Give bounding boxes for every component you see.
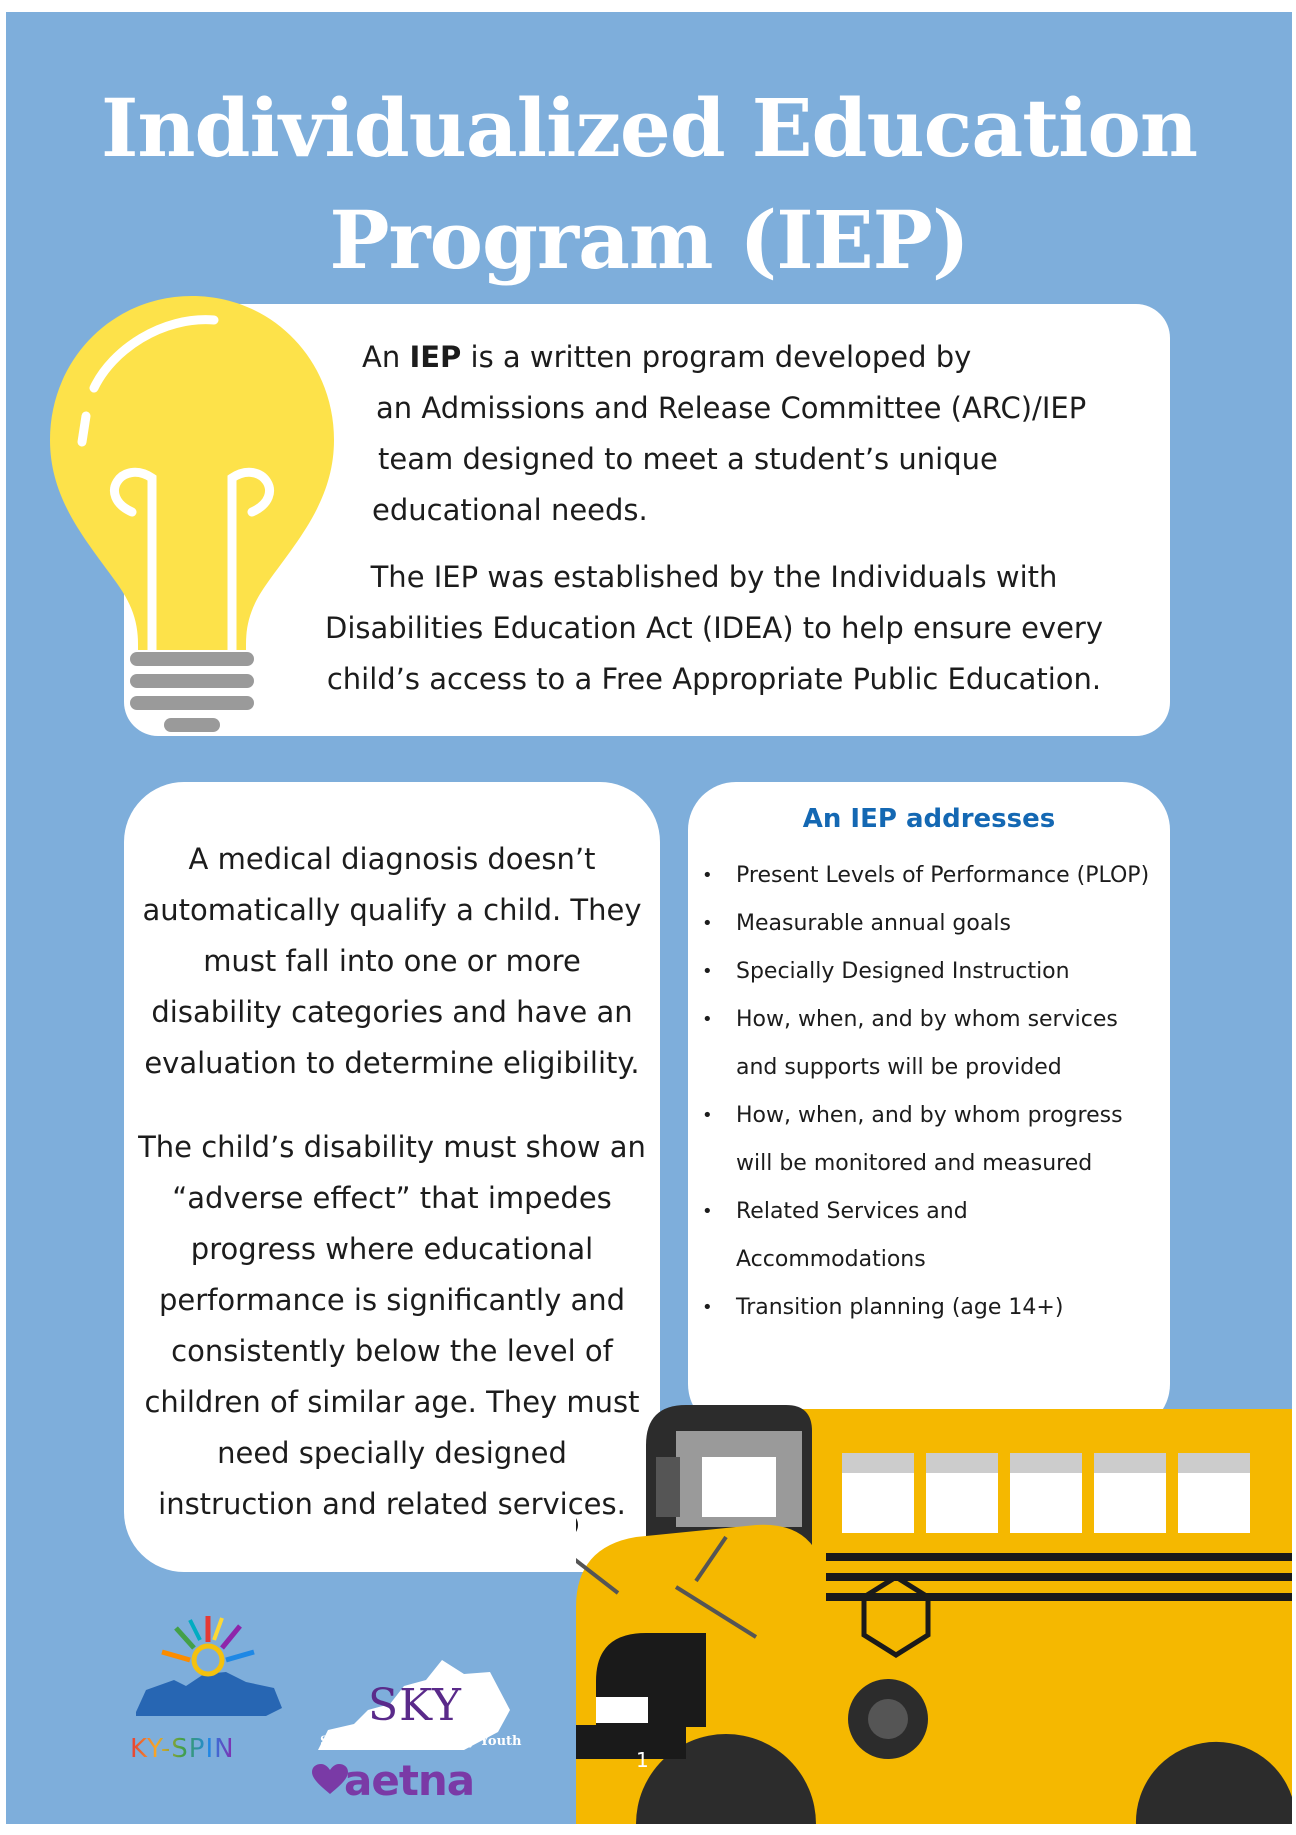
intro-p2-line-2: Disabilities Education Act (IDEA) to help ensure every	[324, 611, 1103, 645]
ky-spin-wordmark: KY-SPIN	[130, 1734, 235, 1764]
sky-wordmark: SKY	[368, 1680, 462, 1731]
list-item: • Specially Designed Instruction	[688, 948, 1170, 996]
intro-p1-line-3: team designed to meet a student’s unique	[378, 442, 998, 476]
aetna-heart-icon	[312, 1764, 348, 1796]
eligibility-paragraph-2: The child’s disability must show an “adverse effect” that impedes progress where educational performance is significantly and consistently below the level of children of similar age. They must need specially designed instruction and related services.	[138, 1130, 646, 1521]
list-item: • Related Services and Accommodations	[688, 1188, 1170, 1284]
title-line-1: Individualized Education	[100, 81, 1198, 175]
page-title	[6, 72, 1292, 296]
list-item: • Measurable annual goals	[688, 900, 1170, 948]
school-bus-icon	[576, 1397, 1292, 1824]
iep-bold: IEP	[409, 340, 462, 374]
intro-p2-line-1: The IEP was established by the Individuals with	[370, 560, 1058, 594]
ky-spin-logo	[126, 1612, 296, 1732]
intro-p1-before: An	[362, 340, 410, 374]
addresses-heading: An IEP addresses	[802, 804, 1056, 834]
title-line-2: Program (IEP)	[329, 193, 969, 287]
intro-paragraph-1	[362, 332, 1142, 536]
list-item: • How, when, and by whom services and supports will be provided	[688, 996, 1170, 1092]
lightbulb-icon	[42, 282, 342, 742]
list-item: • How, when, and by whom progress will be monitored and measured	[688, 1092, 1170, 1188]
intro-p1-after: is a written program developed by	[461, 340, 972, 374]
ky-spin-logo-text	[130, 1734, 290, 1764]
intro-p2-line-3: child’s access to a Free Appropriate Public Education.	[326, 662, 1102, 696]
sky-subtitle: Supporting Kentucky Youth	[320, 1734, 522, 1749]
aetna-wordmark: aetna	[344, 1756, 475, 1805]
intro-p1-line-4: educational needs.	[372, 493, 648, 527]
addresses-card	[688, 782, 1170, 1432]
list-item: • Present Levels of Performance (PLOP)	[688, 852, 1170, 900]
intro-paragraph-2	[274, 552, 1154, 705]
intro-p1-line-2: an Admissions and Release Committee (ARC)/IEP	[376, 391, 1087, 425]
flyer-page	[6, 12, 1292, 1824]
eligibility-paragraph-1: A medical diagnosis doesn’t automatically qualify a child. They must fall into one or more disability categories and have an evaluation to determine eligibility.	[142, 842, 642, 1080]
addresses-list	[688, 852, 1170, 1332]
intro-p1-line-1	[362, 332, 1142, 383]
page-number: 1	[636, 1748, 649, 1772]
list-item: • Transition planning (age 14+)	[688, 1284, 1170, 1332]
